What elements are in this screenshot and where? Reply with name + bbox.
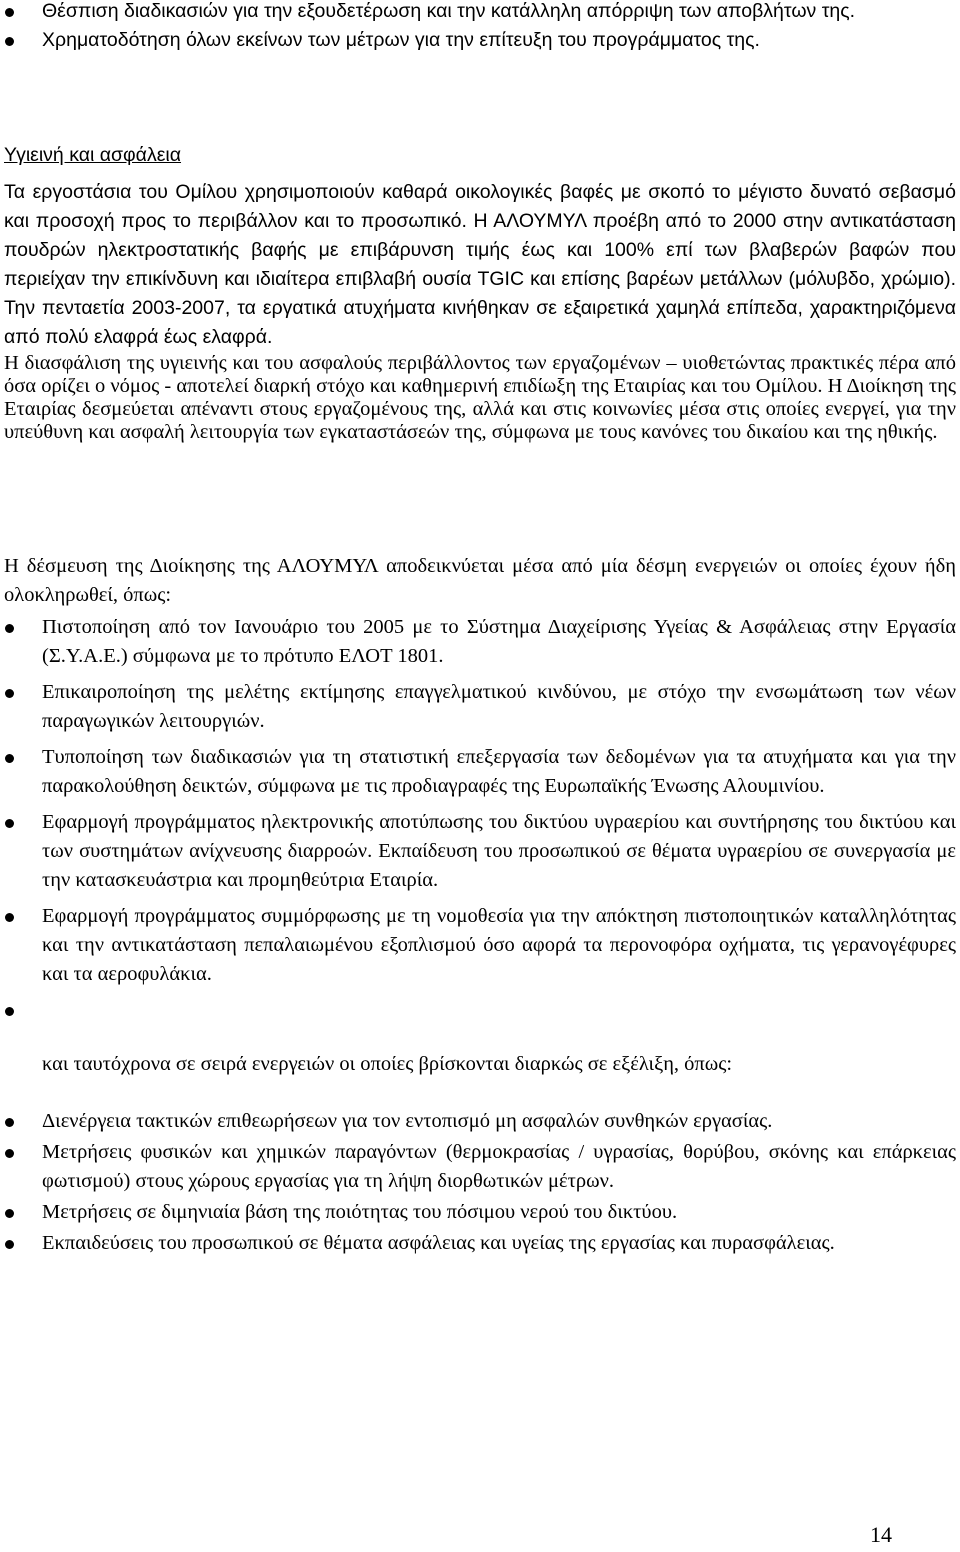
top-bullet-list — [0, 0, 930, 55]
list-item-text: Μετρήσεις σε διμηνιαία βάση της ποιότητας του πόσιμου νερού του δικτύου. — [42, 1201, 678, 1223]
bullet-icon — [5, 754, 14, 763]
health-paragraph-part1: Τα εργοστάσια του Ομίλου χρησιμοποιούν καθαρά οικολογικές βαφές με σκοπό το μέγιστο δυνατό σεβασμό και προσοχή προς το περιβάλλον και το προσωπικό. Η ΑΛΟΥΜΥΛ προέβη από το 2000 στην αντικατάσταση πουδρών ηλεκτροστατικής βαφής με επιβάρυνση τιμής έως και 100% επί των βλαβερών βαφών που περιείχαν την επικίνδυνη και ιδιαίτερα επιβλαβή ουσία TGIC και επίσης βαρέων μετάλλων (μόλυβδο, χρώμιο). Την πενταετία 2003-2007, τα εργατικά ατυχήματα κινήθηκαν σε εξαιρετικά χαμηλά επίπεδα, χαρακτηριζόμενα από πολύ ελαφρά έως ελαφρά. — [4, 181, 956, 348]
page-number: 14 — [870, 1522, 892, 1547]
list-item — [0, 743, 956, 801]
list-item-text: Εφαρμογή προγράμματος ηλεκτρονικής αποτύπωσης του δικτύου υγραερίου και συντήρησης του δικτύου και των συστημάτων ανίχνευσης διαρροών. Εκπαίδευση του προσωπικού σε θέματα υγραερίου σε συνεργασία με την κατασκευάστρια και προμηθεύτρια Εταιρία. — [42, 811, 956, 891]
bullet-icon — [5, 913, 14, 922]
bullet-icon — [5, 8, 14, 17]
list-item-text: Πιστοποίηση από τον Ιανουάριο του 2005 με το Σύστημα Διαχείρισης Υγείας & Ασφάλειας στην Εργασία (Σ.Υ.Α.Ε.) σύμφωνα με το πρότυπο ΕΛΟΤ 1801. — [42, 616, 956, 667]
list-item — [0, 0, 930, 26]
list-item — [0, 613, 956, 671]
list-item — [0, 1107, 956, 1136]
list-item-text: Εφαρμογή προγράμματος συμμόρφωσης με τη νομοθεσία για την απόκτηση πιστοποιητικών καταλληλότητας και την αντικατάσταση πεπαλαιωμένου εξοπλισμού όσο αφορά τα περονοφόρα οχήματα, τις γερανογέφυρες και τα αεροφυλάκια. — [42, 905, 956, 985]
ongoing-paragraph: και ταυτόχρονα σε σειρά ενεργειών οι οποίες βρίσκονται διαρκώς σε εξέλιξη, όπως: — [42, 1053, 733, 1075]
list-item — [0, 902, 956, 989]
empty-list-item — [0, 996, 956, 1025]
health-paragraph-part2: Η διασφάλιση της υγιεινής και του ασφαλούς περιβάλλοντος των εργαζομένων – υιοθετώντας πρακτικές πέρα από όσα ορίζει ο νόμος - αποτελεί διαρκή στόχο και καθημερινή επιδίωξη της Εταιρίας και του Ομίλου. Η Διοίκηση της Εταιρίας δεσμεύεται απέναντι στους εργαζομένους της, αλλά και στις κοινωνίες μέσα στις οποίες ενεργεί, για την υπεύθυνη και ασφαλή λειτουργία των εγκαταστάσεών της, σύμφωνα με τους κανόνες του δικαίου και της ηθικής. — [4, 352, 956, 443]
list-item — [0, 808, 956, 895]
list-item — [0, 1229, 956, 1258]
list-item-text: Θέσπιση διαδικασιών για την εξουδετέρωση και την κατάλληλη απόρριψη των αποβλήτων της. — [42, 0, 856, 22]
health-paragraph — [4, 178, 956, 444]
list-item-text: Διενέργεια τακτικών επιθεωρήσεων για τον εντοπισμό μη ασφαλών συνθηκών εργασίας. — [42, 1110, 773, 1132]
list-item-text: Επικαιροποίηση της μελέτης εκτίμησης επαγγελματικού κινδύνου, με στόχο την ενσωμάτωση των νέων παραγωγικών λειτουργιών. — [42, 681, 956, 732]
section-heading: Υγιεινή και ασφάλεια — [4, 144, 182, 166]
list-item — [0, 678, 956, 736]
bullet-icon — [5, 1209, 14, 1218]
ongoing-bullet-list — [0, 1107, 956, 1260]
list-item — [0, 1138, 956, 1196]
bullet-icon — [5, 37, 14, 46]
commitment-paragraph: Η δέσμευση της Διοίκησης της ΑΛΟΥΜΥΛ αποδεικνύεται μέσα από μία δέσμη ενεργειών οι οποίες έχουν ήδη ολοκληρωθεί, όπως: — [4, 555, 956, 606]
bullet-icon — [5, 1240, 14, 1249]
commitment-bullet-list — [0, 613, 956, 1032]
list-item — [0, 1198, 956, 1227]
bullet-icon — [5, 1118, 14, 1127]
bullet-icon — [5, 624, 14, 633]
list-item-text: Μετρήσεις φυσικών και χημικών παραγόντων (θερμοκρασίας / υγρασίας, θορύβου, σκόνης και επάρκειας φωτισμού) στους χώρους εργασίας για τη λήψη διορθωτικών μέτρων. — [42, 1141, 956, 1192]
bullet-icon — [5, 1007, 14, 1016]
list-item-text: Εκπαιδεύσεις του προσωπικού σε θέματα ασφάλειας και υγείας της εργασίας και πυρασφάλειας. — [42, 1232, 835, 1254]
list-item-text: Χρηματοδότηση όλων εκείνων των μέτρων για την επίτευξη του προγράμματος της. — [42, 29, 760, 51]
bullet-icon — [5, 819, 14, 828]
list-item — [0, 26, 930, 55]
bullet-icon — [5, 689, 14, 698]
bullet-icon — [5, 1149, 14, 1158]
list-item-text: Τυποποίηση των διαδικασιών για τη στατιστική επεξεργασία των δεδομένων για τα ατυχήματα και για την παρακολούθηση δεικτών, σύμφωνα με τις προδιαγραφές της Ευρωπαϊκής Ένωσης Αλουμινίου. — [42, 746, 956, 797]
